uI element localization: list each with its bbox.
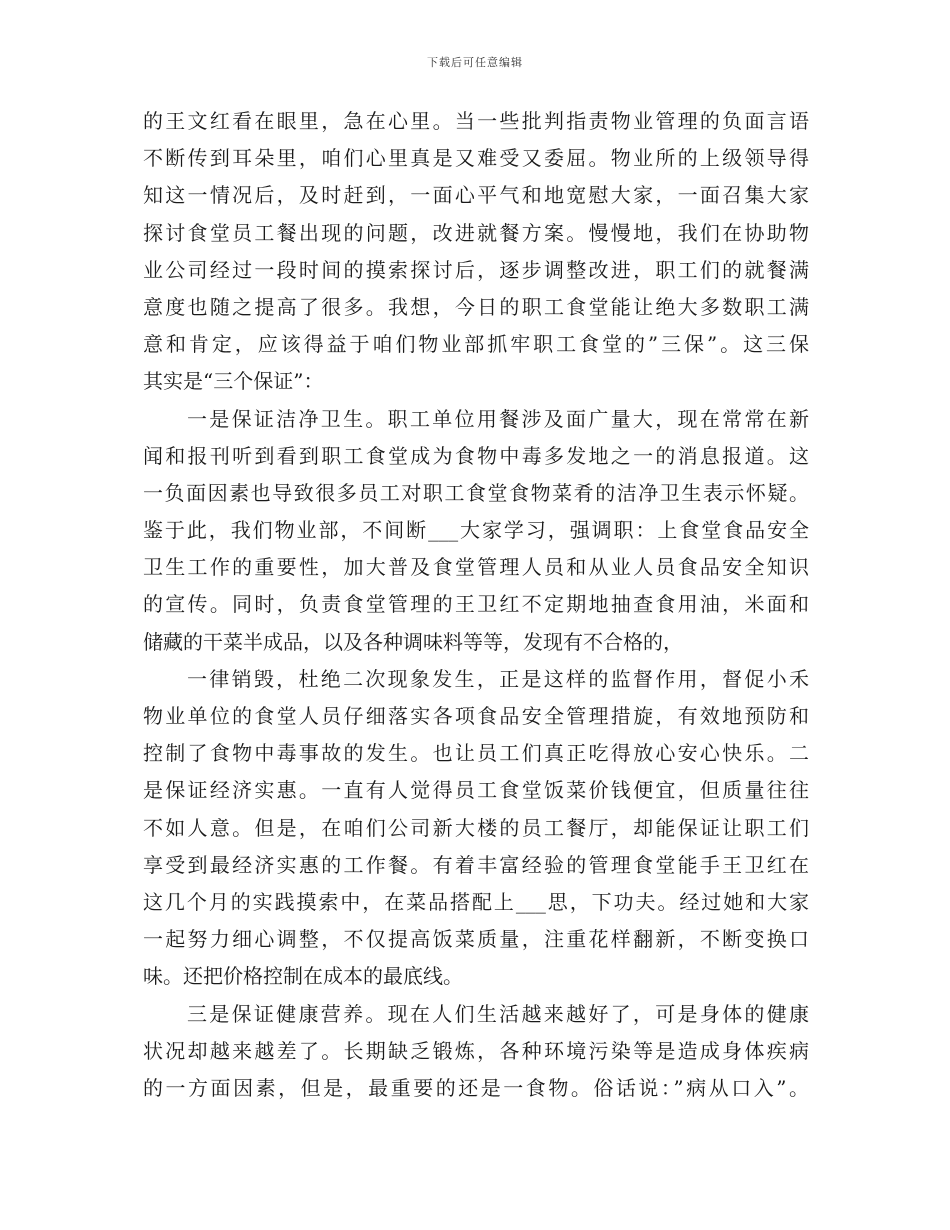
page-header: 下载后可任意编辑 <box>427 56 523 69</box>
text-line: 闻和报刊听到看到职工食堂成为食物中毒多发地之一的消息报道。这 <box>143 443 809 468</box>
text-line: 的王文红看在眼里，急在心里。当一些批判指责物业管理的负面言语 <box>143 109 809 133</box>
text-line: 一是保证洁净卫生。职工单位用餐涉及面广量大，现在常常在新 <box>187 406 809 431</box>
text-line: 一起努力细心调整，不仅提高饭菜质量，注重花样翻新，不断变换口 <box>143 927 809 952</box>
text-line: 意和肯定，应该得益于咱们物业部抓牢职工食堂的”三保”。这三保 <box>143 332 809 357</box>
text-line: 知这一情况后，及时赶到，一面心平气和地宽慰大家，一面召集大家 <box>143 183 809 208</box>
text-line: 的宣传。同时，负责食堂管理的王卫红不定期地抽查食用油，米面和 <box>143 592 809 617</box>
text-line: 享受到最经济实惠的工作餐。有着丰富经验的管理食堂能手王卫红在 <box>143 852 809 877</box>
text-line: 这几个月的实践摸索中，在菜品搭配上___思，下功夫。经过她和大家 <box>143 889 809 914</box>
text-line: 业公司经过一段时间的摸索探讨后，逐步调整改进，职工们的就餐满 <box>143 257 809 282</box>
text-line: 不断传到耳朵里，咱们心里真是又难受又委屈。物业所的上级领导得 <box>143 146 809 171</box>
text-line: 鉴于此，我们物业部，不间断___大家学习，强调职：上食堂食品安全 <box>143 518 809 543</box>
text-line: 卫生工作的重要性，加大普及食堂管理人员和从业人员食品安全知识 <box>143 555 809 580</box>
text-line: 是保证经济实惠。一直有人觉得员工食堂饭菜价钱便宜，但质量往往 <box>143 778 809 803</box>
text-line: 不如人意。但是，在咱们公司新大楼的员工餐厅，却能保证让职工们 <box>143 815 809 840</box>
text-line: 状况却越来越差了。长期缺乏锻炼，各种环境污染等是造成身体疾病 <box>143 1038 809 1063</box>
text-line: 物业单位的食堂人员仔细落实各项食品安全管理措旋，有效地预防和 <box>143 704 809 728</box>
text-line: 其实是“三个保证”： <box>143 369 324 394</box>
text-line: 意度也随之提高了很多。我想，今日的职工食堂能让绝大多数职工满 <box>143 294 809 319</box>
text-line: 三是保证健康营养。现在人们生活越来越好了，可是身体的健康 <box>187 1001 809 1026</box>
text-line: 探讨食堂员工餐出现的问题，改进就餐方案。慢慢地，我们在协助物 <box>143 220 809 245</box>
text-line: 储藏的干菜半成品，以及各种调味料等等，发现有不合格的， <box>143 629 683 654</box>
document-body <box>143 103 809 1107</box>
text-line: 一律销毁，杜绝二次现象发生，正是这样的监督作用，督促小禾 <box>187 666 809 691</box>
text-line: 味。还把价格控制在成本的最底线。 <box>143 964 463 989</box>
text-line: 控制了食物中毒事故的发生。也让员工们真正吃得放心安心快乐。二 <box>143 741 809 766</box>
text-line: 一负面因素也导致很多员工对职工食堂食物菜肴的洁净卫生表示怀疑。 <box>143 480 809 505</box>
text-line: 的一方面因素，但是，最重要的还是一食物。俗话说：”病从口入”。 <box>143 1075 809 1100</box>
